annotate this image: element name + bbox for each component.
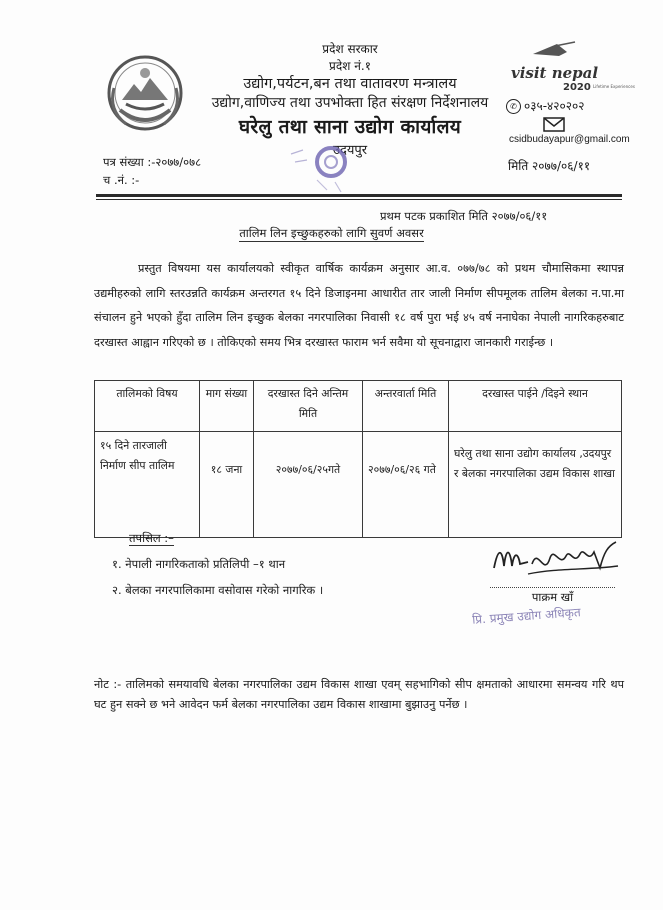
header-province-no: प्रदेश नं.१ — [329, 59, 371, 73]
first-published-date: प्रथम पटक प्रकाशित मिति २०७७/०६/११ — [380, 209, 548, 223]
footer-note: नोट :- तालिमको समयावधि बेलका नगरपालिका उद्यम विकास शाखा एवम् सहभागिको सीप क्षमताको आधारमा समन्वय गरि थप घट हुन सक्ने छ भने आवेदन फर्म बेलका नगरपालिका उद्यम विकास शाखामा बुझाउनु पर्नेछ । — [94, 678, 624, 711]
letter-date: मिति २०७७/०६/११ — [508, 159, 591, 173]
header-rule-thick — [96, 194, 622, 197]
table-row — [95, 432, 622, 538]
header-deadline: दरखास्त दिने अन्तिम मिति — [254, 381, 363, 432]
attachment-item: २. बेलका नगरपालिकामा वसोवास गरेको नागरिक । — [112, 583, 324, 597]
notice-title-text: तालिम लिन इच्छुकहरुको लागि सुवर्ण अवसर — [239, 226, 424, 240]
mail-icon — [543, 117, 565, 132]
visit-nepal-logo — [505, 40, 635, 98]
header-demand: माग संख्या — [200, 381, 254, 432]
training-table — [94, 380, 622, 538]
header-ministry: उद्योग,पर्यटन,बन तथा वातावरण मन्त्रालय — [243, 76, 457, 92]
header-interview: अन्तरवार्ता मिति — [363, 381, 449, 432]
nepal-emblem-icon — [100, 48, 190, 138]
visit-nepal-tagline: Lifetime Experiences — [593, 84, 635, 89]
phone-number — [506, 97, 585, 114]
attachments-heading-text: तपसिल :– — [129, 531, 174, 545]
cell-interview: २०७७/०६/२६ गते — [363, 432, 449, 538]
header-location: उदयपुर — [332, 143, 368, 158]
letter-reference-number: पत्र संख्या :-२०७७/०७८ — [103, 155, 202, 169]
cell-place: घरेलु तथा साना उद्योग कार्यालय ,उदयपुर र बेलका नगरपालिका उद्यम विकास शाखा — [449, 432, 622, 538]
header-directorate: उद्योग,वाणिज्य तथा उपभोक्ता हित संरक्षण निर्देशनालय — [211, 95, 489, 111]
visit-nepal-wordmark: visit nepal — [511, 64, 599, 82]
email-address: csidbudayapur@gmail.com — [509, 134, 630, 145]
phone-icon: ✆ — [506, 99, 521, 114]
attachment-item: १. नेपाली नागरिकताको प्रतिलिपी –१ थान — [112, 557, 286, 571]
cell-deadline: २०७७/०६/२५गते — [254, 432, 363, 538]
office-seal-icon — [283, 140, 363, 198]
signatory-name: पाक्रम खाँ — [490, 587, 615, 605]
header-office-name: घरेलु तथा साना उद्योग कार्यालय — [238, 116, 462, 138]
cell-subject: १५ दिने तारजाली निर्माण सीप तालिम — [95, 432, 200, 538]
cell-demand: १८ जना — [200, 432, 254, 538]
dispatch-number: च .नं. :- — [103, 173, 140, 187]
table-header-row — [95, 381, 622, 432]
notice-title — [0, 226, 663, 241]
visit-nepal-year: 2020 — [563, 82, 591, 93]
signatory-stamp: प्रि. प्रमुख उद्योग अधिकृत — [471, 605, 582, 627]
header-province-govt: प्रदेश सरकार — [322, 42, 378, 56]
attachments-heading — [129, 531, 174, 546]
header-rule-thin — [96, 199, 622, 200]
handwritten-signature — [488, 538, 623, 584]
notice-body: प्रस्तुत विषयमा यस कार्यालयको स्वीकृत वार्षिक कार्यक्रम अनुसार आ.व. ०७७/७८ को प्रथम चौमासिकमा स्थापन्न उद्यमीहरुको लागि स्तरउन्नति कार्यक्रम अन्तरगत १५ दिने डिजाइनमा आधारीत तार जाली निर्माण सीपमूलक तालिम बेलका न.पा.मा संचालन हुने भएको हुँदा तालिम लिन इच्छुक बेलका नगरपालिका निवासी १८ वर्ष पुरा भई ४५ वर्ष ननाघेका नेपाली नागरिकहरुबाट दरखास्त आह्वान गरिएको छ । तोकिएको समय भित्र दरखास्त फाराम भर्न सवैमा यो सूचनाद्वारा जानकारी गराईन्छ । — [94, 262, 624, 349]
header-subject: तालिमको विषय — [95, 381, 200, 432]
header-place: दरखास्त पाईने /दिइने स्थान — [449, 381, 622, 432]
phone-text: ०३५-४२०२०२ — [524, 99, 585, 113]
